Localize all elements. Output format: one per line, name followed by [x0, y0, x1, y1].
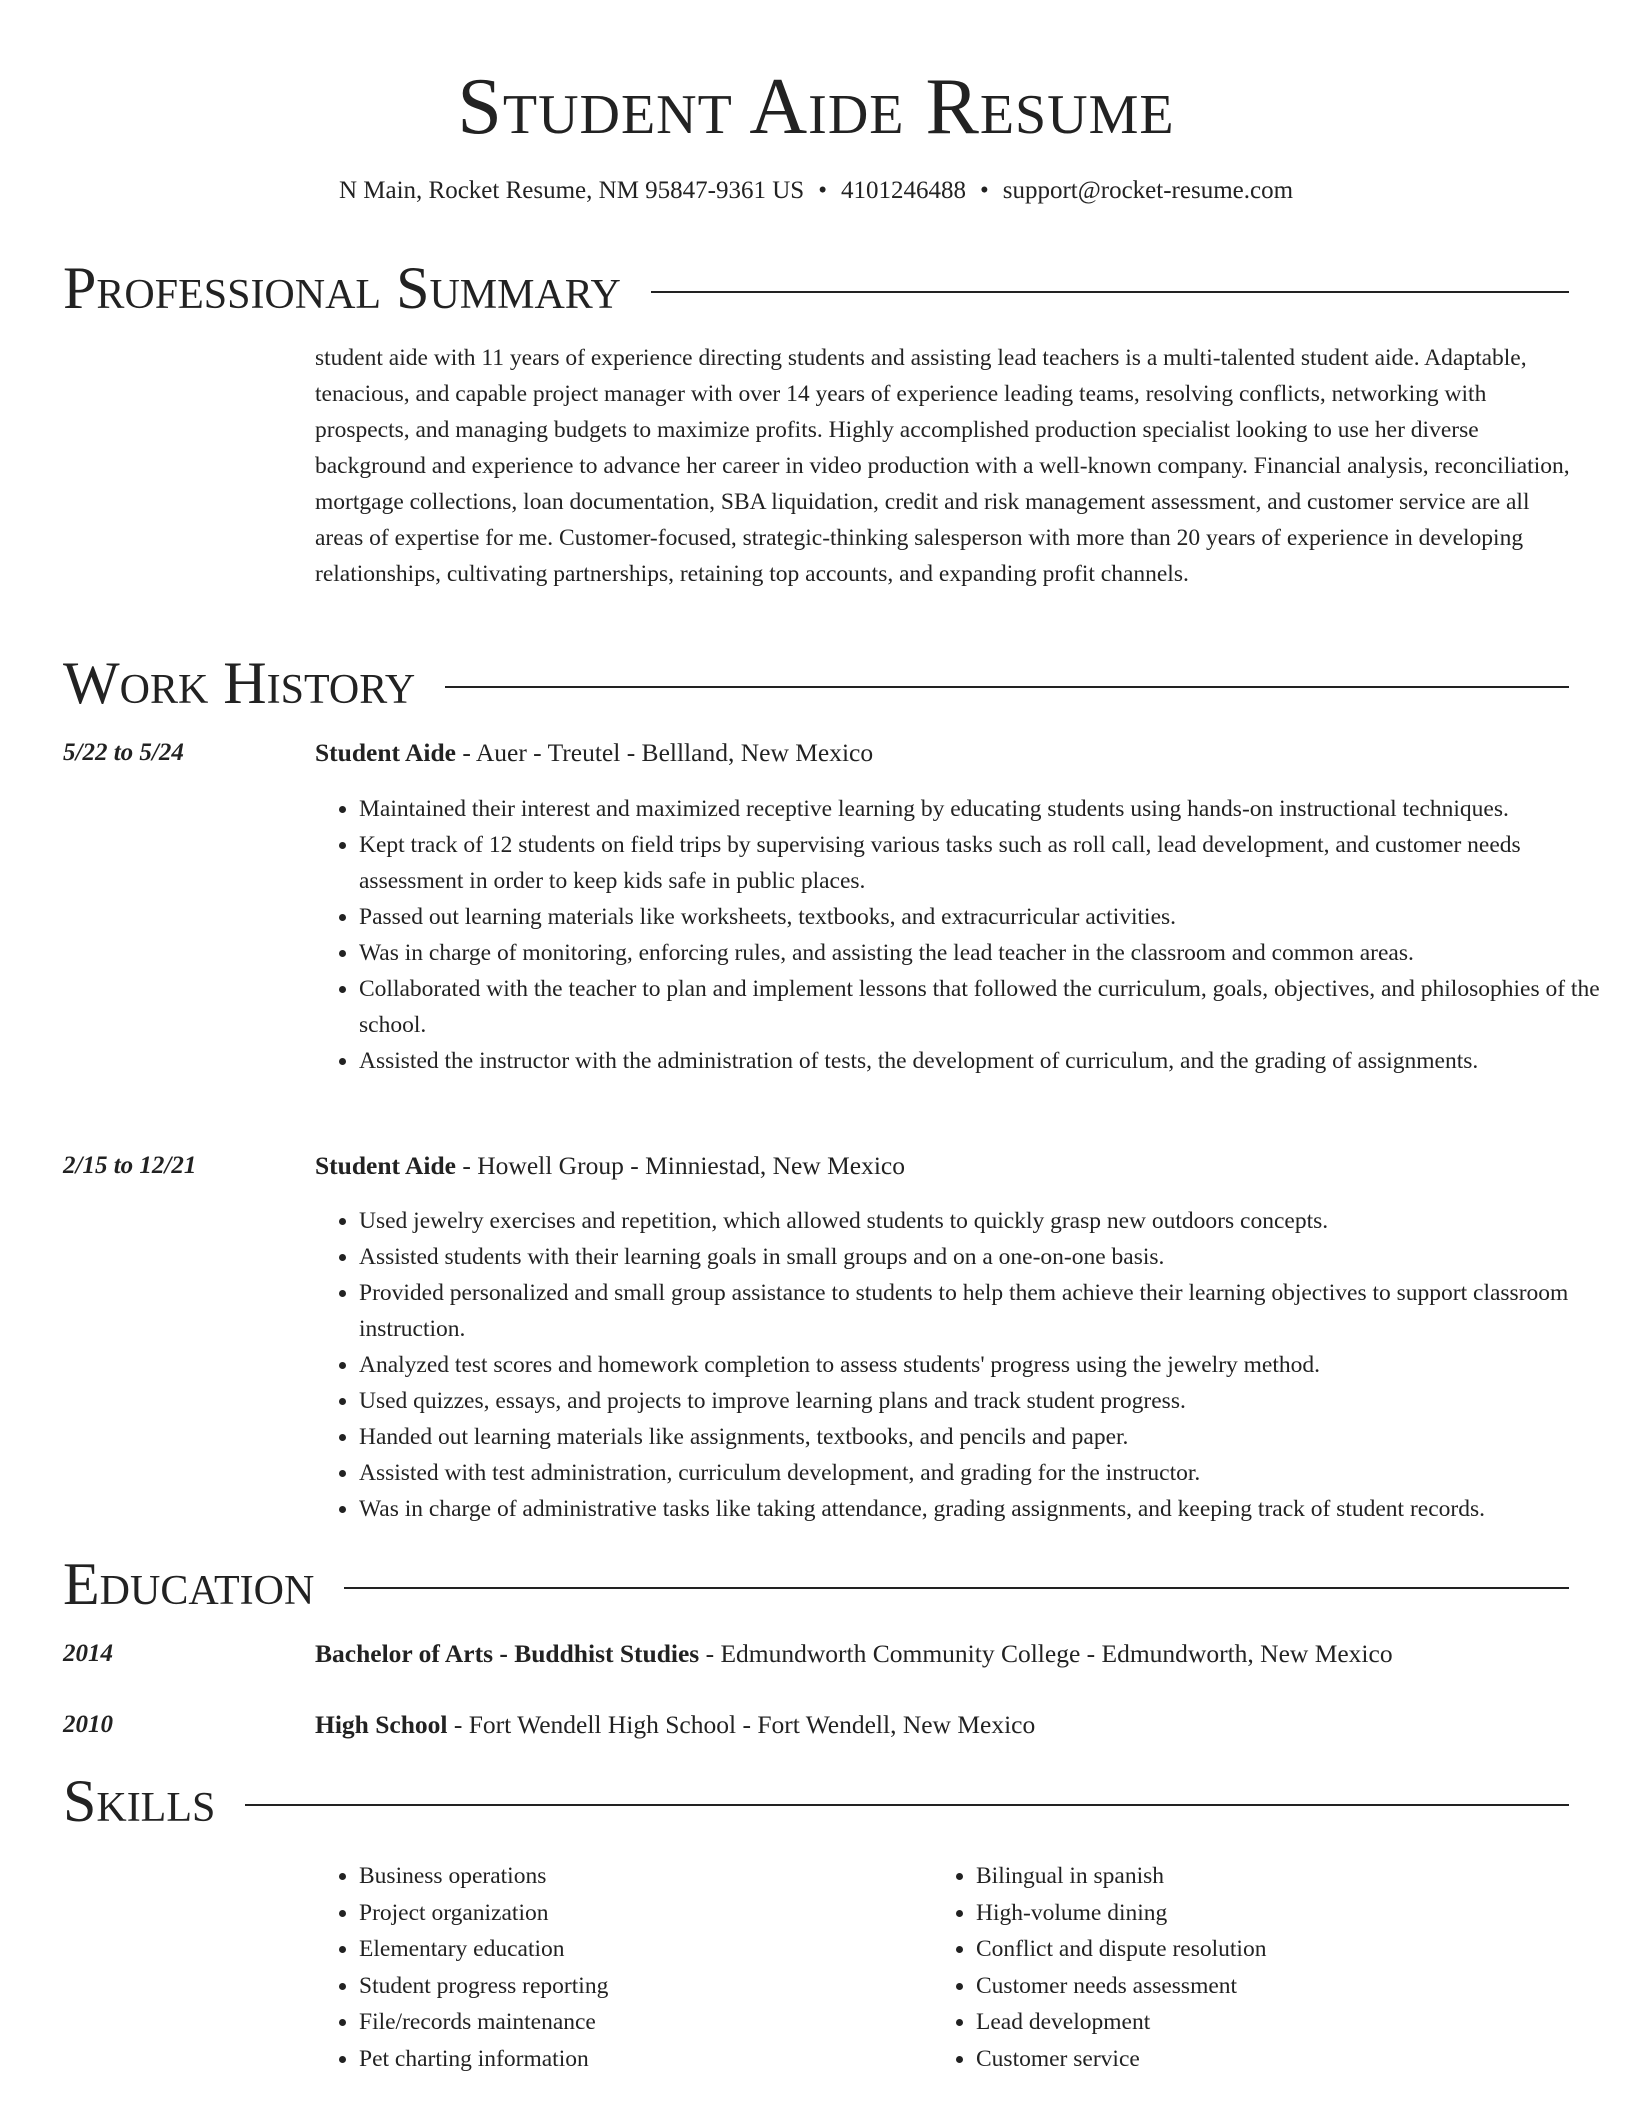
skills-list-right	[932, 1858, 1536, 2078]
skill-item: • Project organization	[359, 1895, 919, 1932]
summary-text: student aide with 11 years of experience directing students and assisting lead teachers is a multi-talented student aide. Adaptable, tenacious, and capable project manager with over 14 years of experience leading teams, resolving conflicts, networking with prospects, and managing budgets to maximize profits. Highly accomplished production specialist looking to use her diverse background and experience to advance her career in video production with a well-known company. Financial analysis, reconciliation, mortgage collections, loan documentation, SBA liquidation, credit and risk management assessment, and customer service are all areas of expertise for me. Customer-focused, strategic-thinking salesperson with more than 20 years of experience in developing relationships, cultivating partnerships, retaining top accounts, and expanding profit channels.	[315, 345, 1570, 587]
job-bullets	[315, 791, 1614, 1079]
skill-item: • High-volume dining	[976, 1895, 1536, 1932]
job-bullet: • Kept track of 12 students on field trips by supervising various tasks such as roll call, lead development, and customer needs assessment in order to keep kids safe in public places.	[359, 827, 1614, 899]
contact-phone: 4101246488	[840, 177, 966, 204]
education-section-header	[63, 1549, 1569, 1619]
section-divider	[63, 1804, 1569, 1806]
education-heading	[315, 1708, 1035, 1742]
job-bullet: • Was in charge of administrative tasks like taking attendance, grading assignments, and keeping track of student records.	[359, 1491, 1614, 1527]
job-bullet: • Used jewelry exercises and repetition, which allowed students to quickly grasp new outdoors concepts.	[359, 1203, 1614, 1239]
job-bullet: • Was in charge of monitoring, enforcing rules, and assisting the lead teacher in the classroom and common areas.	[359, 935, 1614, 971]
job-bullet: • Assisted the instructor with the administration of tests, the development of curriculum, and the grading of assignments.	[359, 1043, 1614, 1079]
work-section-header	[63, 648, 1569, 718]
job-details: - Auer - Treutel - Bellland, New Mexico	[456, 738, 874, 767]
education-heading: Education	[63, 1549, 344, 1619]
job-bullet: • Maintained their interest and maximized receptive learning by educating students using hands-on instructional techniques.	[359, 791, 1614, 827]
skills-heading: Skills	[63, 1766, 245, 1836]
job-bullet: • Assisted students with their learning goals in small groups and on a one-on-one basis.	[359, 1239, 1614, 1275]
job-heading	[315, 1149, 905, 1183]
job-bullet: • Provided personalized and small group assistance to students to help them achieve their learning objectives to support classroom instruction.	[359, 1275, 1614, 1347]
education-degree: High School	[315, 1710, 448, 1739]
education-year: 2014	[63, 1640, 113, 1667]
job-title: Student Aide	[315, 1151, 456, 1180]
education-heading	[315, 1637, 1393, 1671]
skill-item: • Customer service	[976, 2041, 1536, 2078]
skill-item: • Conflict and dispute resolution	[976, 1931, 1536, 1968]
job-dates: 5/22 to 5/24	[63, 739, 184, 766]
contact-separator: •	[818, 177, 827, 204]
job-bullet: • Collaborated with the teacher to plan and implement lessons that followed the curriculum, goals, objectives, and philosophies of the school.	[359, 971, 1614, 1043]
skill-item: • Customer needs assessment	[976, 1968, 1536, 2005]
work-heading: Work History	[63, 648, 445, 718]
skill-item: • Bilingual in spanish	[976, 1858, 1536, 1895]
job-bullet: • Handed out learning materials like assignments, textbooks, and pencils and paper.	[359, 1419, 1614, 1455]
skill-item: • Pet charting information	[359, 2041, 919, 2078]
skill-item: • Business operations	[359, 1858, 919, 1895]
education-details: - Fort Wendell High School - Fort Wendell, New Mexico	[447, 1710, 1036, 1739]
contact-address: N Main, Rocket Resume, NM 95847-9361 US	[338, 177, 805, 204]
job-bullet: • Passed out learning materials like worksheets, textbooks, and extracurricular activities.	[359, 899, 1614, 935]
skill-item: • Lead development	[976, 2004, 1536, 2041]
job-bullet: • Used quizzes, essays, and projects to improve learning plans and track student progress.	[359, 1383, 1614, 1419]
job-bullet: • Analyzed test scores and homework completion to assess students' progress using the jewelry method.	[359, 1347, 1614, 1383]
education-degree: Bachelor of Arts - Buddhist Studies	[315, 1639, 700, 1668]
resume-title: Student Aide Resume	[457, 63, 1175, 151]
job-details: - Howell Group - Minniestad, New Mexico	[456, 1151, 905, 1180]
skill-item: • File/records maintenance	[359, 2004, 919, 2041]
contact-line	[0, 175, 1632, 207]
job-bullets	[315, 1203, 1614, 1527]
contact-separator: •	[979, 177, 989, 204]
job-title: Student Aide	[315, 738, 456, 767]
job-dates: 2/15 to 12/21	[63, 1152, 197, 1179]
skill-item: • Student progress reporting	[359, 1968, 919, 2005]
education-year: 2010	[63, 1711, 113, 1738]
contact-email: support@rocket-resume.com	[1002, 177, 1294, 204]
skill-item: • Elementary education	[359, 1931, 919, 1968]
skills-section-header	[63, 1766, 1569, 1836]
summary-section-header	[63, 253, 1569, 323]
skills-list-left	[315, 1858, 919, 2078]
summary-heading: Professional Summary	[63, 253, 651, 323]
education-details: - Edmundworth Community College - Edmundworth, New Mexico	[699, 1639, 1393, 1668]
job-bullet: • Assisted with test administration, curriculum development, and grading for the instructor.	[359, 1455, 1614, 1491]
job-heading	[315, 736, 873, 770]
